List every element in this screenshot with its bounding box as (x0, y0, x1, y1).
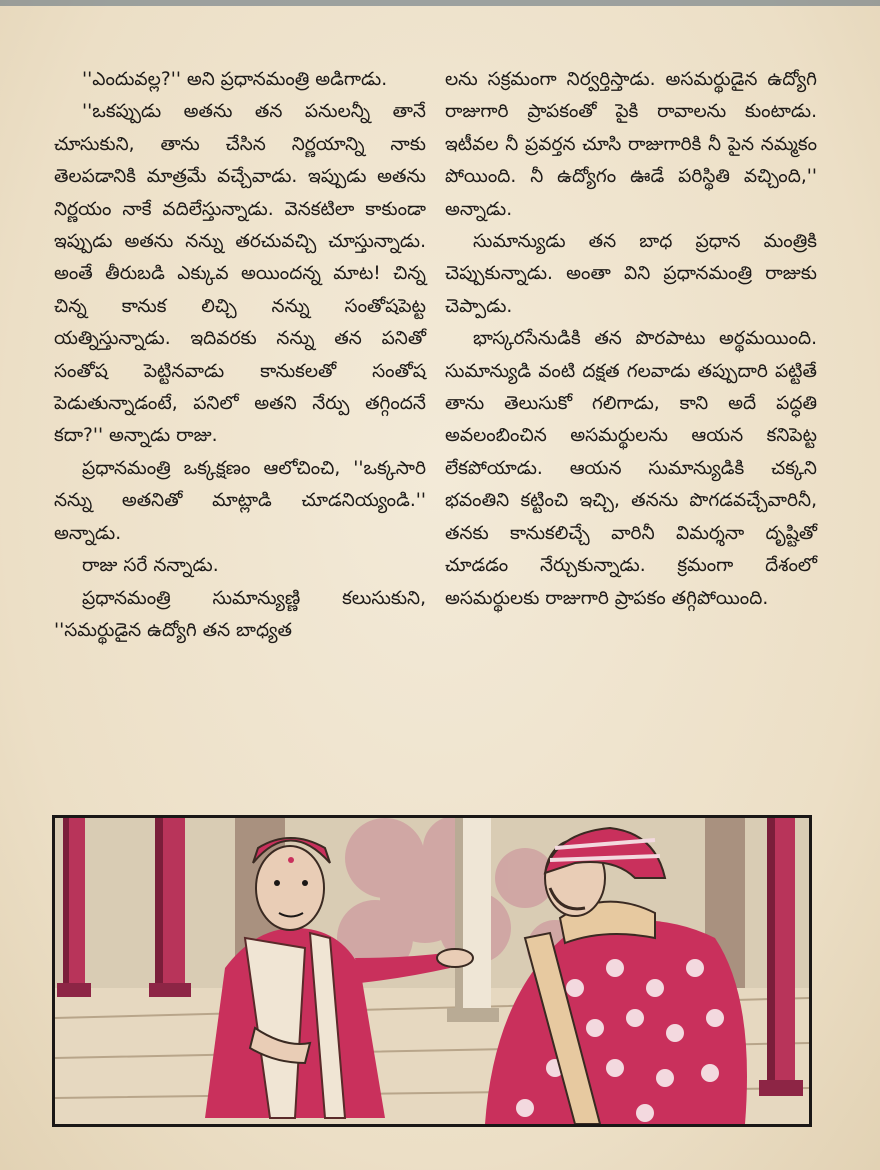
paragraph: రాజు సరే నన్నాడు. (82, 555, 219, 577)
paragraph: ''ఒకప్పుడు అతను తన పనులన్నీ తానే చూసుకుని, తాను చేసిన నిర్ణయాన్ని నాకు తెలపడానికి మాత్రమే వచ్చేవాడు. ఇప్పుడు అతను నిర్ణయం నాకే వదిలేస్తున్నాడు. వెనకటిలా కాకుండా ఇప్పుడు అతను నన్ను తరచువచ్చి చూస్తున్నాడు. అంతే తీరుబడి ఎక్కువ అయిందన్న మాట! చిన్న చిన్న కానుక లిచ్చి నన్ను సంతోషపెట్ట యత్నిస్తున్నాడు. ఇదివరకు నన్ను తన పనితో సంతోష పెట్టినవాడు కానుకలతో సంతోష పెడుతున్నాడంటే, పనిలో అతని నేర్పు తగ్గిందనే కదా?'' అన్నాడు రాజు. (54, 101, 426, 447)
paragraph: లను సక్రమంగా నిర్వర్తిస్తాడు. అసమర్థుడైన ఉద్యోగి రాజుగారి ప్రాపకంతో పైకి రావాలను కుంటాడు. ఇటీవల నీ ప్రవర్తన చూసి రాజుగారికి నీ పైన నమ్మకం పోయింది. నీ ఉద్యోగం ఊడే పరిస్థితి వచ్చింది,'' అన్నాడు. (445, 69, 817, 220)
paragraph: సుమాన్యుడు తన బాధ ప్రధాన మంత్రికి చెప్పుకున్నాడు. అంతా విని ప్రధానమంత్రి రాజుకు చెప్పాడు. (445, 231, 817, 317)
page-top-edge (0, 0, 880, 6)
paragraph: ప్రధానమంత్రి సుమాన్యుణ్ణి కలుసుకుని, ''సమర్థుడైన ఉద్యోగి తన బాధ్యత (54, 587, 426, 641)
story-column-left (54, 64, 426, 647)
pillar-left-2 (149, 818, 191, 997)
paragraph: ''ఎందువల్ల?'' అని ప్రధానమంత్రి అడిగాడు. (82, 69, 388, 90)
paragraph: భాస్కరసేనుడికి తన పొరపాటు అర్థమయింది. సుమాన్యుడి వంటి దక్షత గలవాడు తప్పుదారి పట్టితే తాను తెలుసుకో గలిగాడు, కాని అదే పద్ధతి అవలంబించిన అసమర్థులను ఆయన కనిపెట్ట లేకపోయాడు. ఆయన సుమాన్యుడికి చక్కని భవంతిని కట్టించి ఇచ్చి, తనను పొగడవచ్చేవారినీ, తనకు కానుకలిచ్చే వారినీ విమర్శనా దృష్టితో చూడడం నేర్చుకున్నాడు. క్రమంగా దేశంలో అసమర్థులకు రాజుగారి ప్రాపకం తగ్గిపోయింది. (445, 328, 817, 609)
paragraph: ప్రధానమంత్రి ఒక్కక్షణం ఆలోచించి, ''ఒక్కసారి నన్ను అతనితో మాట్లాడి చూడనియ్యండి.'' అన్నాడు. (54, 457, 426, 544)
story-illustration (52, 815, 812, 1127)
story-column-right (445, 64, 817, 615)
